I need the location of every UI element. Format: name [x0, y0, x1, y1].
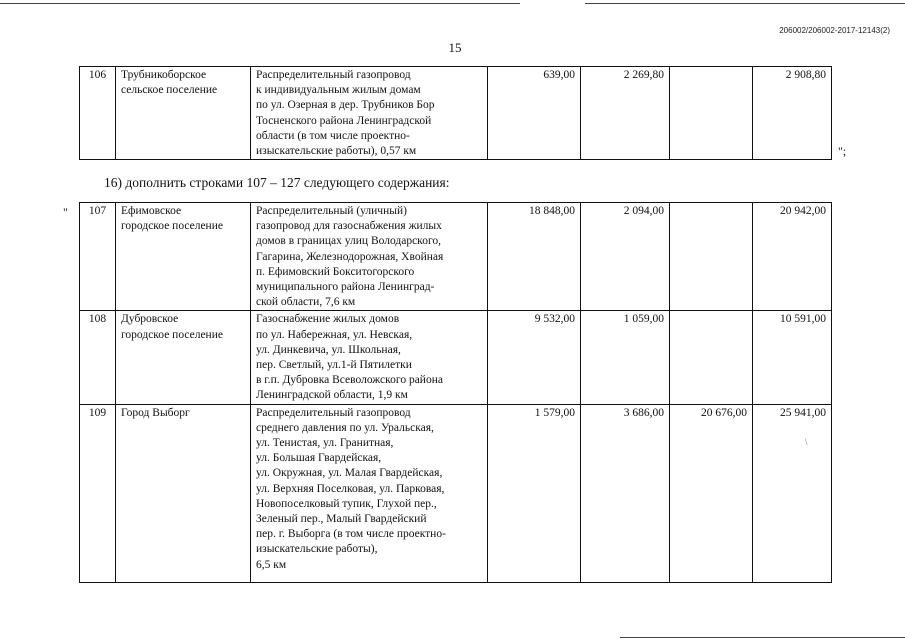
new-rows-table: [79, 202, 832, 583]
table-row: [80, 404, 832, 582]
project-description: Распределительный газопровод к индивидуальным жилым домам по ул. Озерная в дер. Трубников Бор Тосненского района Ленинградской области (в том числе проектно- изыскательские работы), 0,57 км: [251, 67, 488, 160]
amount-3: [670, 67, 753, 160]
amount-2: 2 094,00: [581, 203, 670, 311]
amount-3: [670, 203, 753, 311]
amendment-text: 16) дополнить строками 107 – 127 следующего содержания:: [104, 175, 450, 190]
municipality-name: Дубровское городское поселение: [116, 311, 251, 404]
amount-2: 3 686,00: [581, 404, 670, 582]
amount-total: 25 941,00: [753, 404, 832, 582]
row-number: 107: [80, 203, 116, 311]
amount-1: 639,00: [488, 67, 581, 160]
amount-total: 20 942,00: [753, 203, 832, 311]
project-description: Газоснабжение жилых домов по ул. Набережная, ул. Невская, ул. Динкевича, ул. Школьная, пер. Светлый, ул.1-й Пятилетки в г.п. Дубровка Всеволожского района Ленинградской области, 1,9 км: [251, 311, 488, 404]
amount-1: 18 848,00: [488, 203, 581, 311]
stray-pen-mark: \: [805, 437, 808, 447]
continuation-table: [79, 66, 832, 160]
row-number: 108: [80, 311, 116, 404]
table-row: [80, 67, 832, 160]
scan-border-line: [0, 3, 520, 4]
amount-1: 9 532,00: [488, 311, 581, 404]
document-id: 206002/206002-2017-12143(2): [779, 26, 890, 35]
amount-total: 2 908,80: [753, 67, 832, 160]
scan-border-line: [620, 637, 905, 638]
row-number: 106: [80, 67, 116, 160]
page-number: 15: [448, 40, 462, 55]
amount-total: 10 591,00: [753, 311, 832, 404]
amount-2: 1 059,00: [581, 311, 670, 404]
table-row: [80, 311, 832, 404]
amount-3: [670, 311, 753, 404]
table-row: [80, 203, 832, 311]
amount-1: 1 579,00: [488, 404, 581, 582]
municipality-name: Трубникоборское сельское поселение: [116, 67, 251, 160]
project-description: Распределительный газопровод среднего давления по ул. Уральская, ул. Тенистая, ул. Гранитная, ул. Большая Гвардейская, ул. Окружная, ул. Малая Гвардейская, ул. Верхняя Поселковая, ул. Парковая, Новопоселковый тупик, Глухой пер., Зеленый пер., Малый Гвардейский пер. г. Выборга (в том числе проектно- изыскательские работы), 6,5 км: [251, 404, 488, 582]
municipality-name: Ефимовское городское поселение: [116, 203, 251, 311]
closing-quote: ";: [838, 144, 847, 158]
row-number: 109: [80, 404, 116, 582]
scan-border-line: [585, 3, 905, 4]
amount-3: 20 676,00: [670, 404, 753, 582]
amount-2: 2 269,80: [581, 67, 670, 160]
opening-quote: ": [63, 205, 68, 219]
project-description: Распределительный (уличный) газопровод для газоснабжения жилых домов в границах улиц Володарского, Гагарина, Железнодорожная, Хвойная п. Ефимовский Бокситогорского муниципального района Ленинград- ской области, 7,6 км: [251, 203, 488, 311]
municipality-name: Город Выборг: [116, 404, 251, 582]
